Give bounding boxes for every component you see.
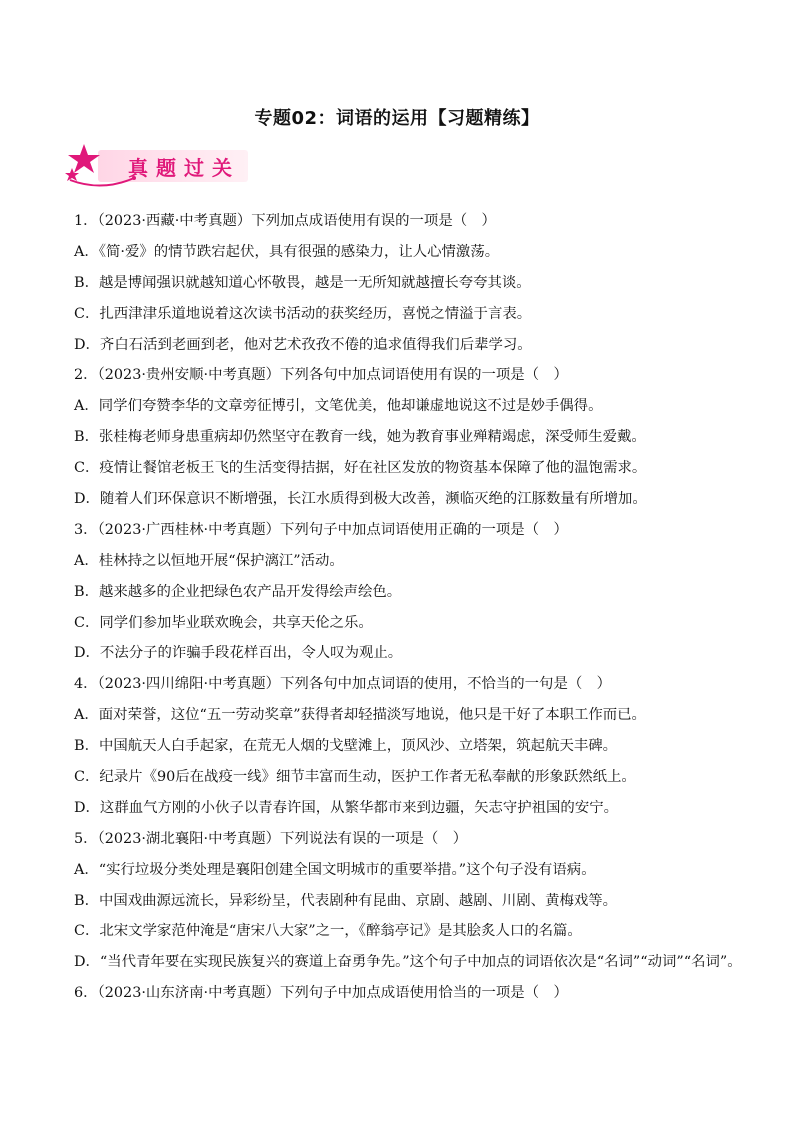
question-line: 5．（2023·湖北襄阳·中考真题）下列说法有误的一项是（ ） xyxy=(74,830,468,847)
option-line: D．不法分子的诈骗手段花样百出，令人叹为观止。 xyxy=(74,645,403,662)
option-line: C．纪录片《90后在战疫一线》细节丰富而生动，医护工作者无私奉献的形象跃然纸上。 xyxy=(74,769,636,786)
option-line: D．这群血气方刚的小伙子以青春许国，从繁华都市来到边疆，矢志守护祖国的安宁。 xyxy=(74,799,618,816)
option-line: A．“实行垃圾分类处理是襄阳创建全国文明城市的重要举措。”这个句子没有语病。 xyxy=(74,861,596,878)
question-line: 3．（2023·广西桂林·中考真题）下列句子中加点词语使用正确的一项是（ ） xyxy=(74,521,568,538)
option-line: A．面对荣誉，这位“五一劳动奖章”获得者却轻描淡写地说，他只是干好了本职工作而已。 xyxy=(74,707,646,724)
option-line: C．北宋文学家范仲淹是“唐宋八大家”之一，《醉翁亭记》是其脍炙人口的名篇。 xyxy=(74,923,582,940)
option-line: B．越来越多的企业把绿色农产品开发得绘声绘色。 xyxy=(74,583,402,600)
option-line: A．桂林持之以恒地开展“保护漓江”活动。 xyxy=(74,552,344,569)
option-line: A．《简·爱》的情节跌宕起伏，具有很强的感染力，让人心情激荡。 xyxy=(74,243,500,260)
question-line: 4．（2023·四川绵阳·中考真题）下列各句中加点词语的使用，不恰当的一句是（ ） xyxy=(74,676,612,693)
question-line: 2．（2023·贵州安顺·中考真题）下列各句中加点词语使用有误的一项是（ ） xyxy=(74,367,568,384)
option-line: C．同学们参加毕业联欢晚会，共享天伦之乐。 xyxy=(74,614,373,631)
question-list xyxy=(74,206,742,1009)
option-line: B．中国戏曲源远流长，异彩纷呈，代表剧种有昆曲、京剧、越剧、川剧、黄梅戏等。 xyxy=(74,892,618,909)
option-line: D．随着人们环保意识不断增强，长江水质得到极大改善，濒临灭绝的江豚数量有所增加。 xyxy=(74,491,647,508)
option-line: D．“当代青年要在实现民族复兴的赛道上奋勇争先。”这个句子中加点的词语依次是“名词”“动词”“名词”。 xyxy=(74,954,742,971)
option-line: B．张桂梅老师身患重病却仍然坚守在教育一线，她为教育事业殚精竭虑，深受师生爱戴。 xyxy=(74,429,646,446)
section-banner xyxy=(62,140,252,192)
option-line: D．齐白石活到老画到老，他对艺术孜孜不倦的追求值得我们后辈学习。 xyxy=(74,336,532,353)
option-line: A．同学们夸赞李华的文章旁征博引，文笔优美，他却谦虚地说这不过是妙手偶得。 xyxy=(74,398,603,415)
option-line: B．中国航天人白手起家，在荒无人烟的戈壁滩上，顶风沙、立塔架，筑起航天丰碑。 xyxy=(74,738,618,755)
page-title: 专题02：词语的运用【习题精练】 xyxy=(254,108,540,129)
question-line: 6．（2023·山东济南·中考真题）下列句子中加点成语使用恰当的一项是（ ） xyxy=(74,985,568,1002)
banner-label: 真题过关 xyxy=(128,156,240,180)
option-line: C．扎西津津乐道地说着这次读书活动的获奖经历，喜悦之情溢于言表。 xyxy=(74,305,532,322)
option-line: B．越是博闻强识就越知道心怀敬畏，越是一无所知就越擅长夸夸其谈。 xyxy=(74,274,531,291)
question-line: 1．（2023·西藏·中考真题）下列加点成语使用有误的一项是（ ） xyxy=(74,213,496,229)
option-line: C．疫情让餐馆老板王飞的生活变得拮据，好在社区发放的物资基本保障了他的温饱需求。 xyxy=(74,460,647,477)
